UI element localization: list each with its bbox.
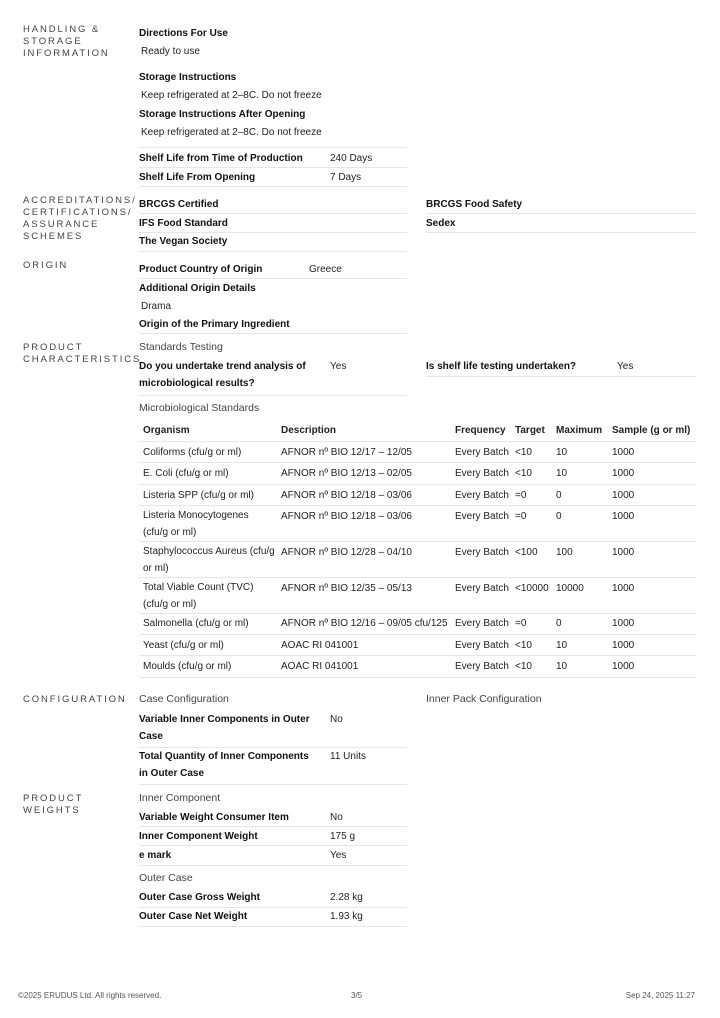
- microbiological-standards-title: Microbiological Standards: [139, 402, 260, 414]
- table-cell: AOAC RI 041001: [281, 661, 359, 672]
- table-cell: <10: [515, 468, 532, 479]
- table-cell: AFNOR nº BIO 12/17 – 12/05: [281, 447, 412, 458]
- table-cell: 1000: [612, 490, 635, 501]
- total-inner-components-value: 11 Units: [330, 751, 366, 762]
- table-cell: 10: [556, 447, 568, 458]
- variable-weight-value: No: [330, 812, 343, 823]
- divider: [139, 278, 407, 279]
- accreditation-item: Sedex: [426, 218, 456, 229]
- divider: [139, 333, 407, 334]
- table-cell: AFNOR nº BIO 12/28 – 04/10: [281, 547, 412, 558]
- divider: [426, 376, 696, 377]
- column-header: Frequency: [455, 425, 506, 436]
- country-of-origin-label: Product Country of Origin: [139, 264, 263, 275]
- shelf-life-opening-value: 7 Days: [330, 172, 362, 183]
- divider: [139, 677, 696, 678]
- inner-component-title: Inner Component: [139, 792, 221, 804]
- table-cell: 10: [556, 640, 568, 651]
- divider: [139, 926, 407, 927]
- inner-component-weight-value: 175 g: [330, 831, 356, 842]
- standards-testing-title: Standards Testing: [139, 341, 223, 353]
- storage-after-opening-value: Keep refrigerated at 2–8C. Do not freeze: [141, 127, 322, 138]
- table-cell: 10000: [556, 583, 584, 594]
- variable-weight-label: Variable Weight Consumer Item: [139, 812, 289, 823]
- table-cell: 1000: [612, 640, 635, 651]
- table-cell: Every Batch: [455, 583, 509, 594]
- trend-analysis-value: Yes: [330, 361, 347, 372]
- table-cell: 10: [556, 661, 568, 672]
- e-mark-label: e mark: [139, 850, 172, 861]
- table-cell: AFNOR nº BIO 12/13 – 02/05: [281, 468, 412, 479]
- divider: [139, 167, 407, 168]
- outer-case-net-weight-value: 1.93 kg: [330, 911, 363, 922]
- divider: [426, 232, 696, 233]
- table-cell: 1000: [612, 447, 635, 458]
- table-cell: Listeria Monocytogenes (cfu/g or ml): [143, 510, 249, 538]
- directions-value: Ready to use: [141, 46, 200, 57]
- outer-case-title: Outer Case: [139, 872, 193, 884]
- column-header: Maximum: [556, 425, 603, 436]
- accreditation-item: BRCGS Food Safety: [426, 199, 523, 210]
- divider: [139, 655, 696, 656]
- table-cell: 1000: [612, 547, 635, 558]
- table-cell: Salmonella (cfu/g or ml): [143, 618, 249, 629]
- directions-label: Directions For Use: [139, 28, 228, 39]
- divider: [139, 613, 696, 614]
- table-cell: <10000: [515, 583, 549, 594]
- shelf-life-testing-value: Yes: [617, 361, 634, 372]
- storage-label: Storage Instructions: [139, 72, 237, 83]
- divider: [139, 826, 407, 827]
- column-header: Description: [281, 425, 337, 436]
- column-header: Organism: [143, 425, 190, 436]
- table-cell: Every Batch: [455, 511, 509, 522]
- divider: [139, 462, 696, 463]
- inner-pack-configuration-title: Inner Pack Configuration: [426, 693, 542, 705]
- divider: [139, 441, 696, 442]
- footer-page-number: 3/5: [351, 991, 363, 1000]
- table-cell: 100: [556, 547, 573, 558]
- divider: [139, 484, 696, 485]
- section-label-accreditations: ACCREDITATIONS/ CERTIFICATIONS/ ASSURANCE SCHEMES: [23, 195, 137, 242]
- section-label-product-weights: PRODUCT WEIGHTS: [23, 793, 84, 816]
- additional-origin-label: Additional Origin Details: [139, 283, 256, 294]
- divider: [139, 147, 407, 148]
- table-cell: Staphylococcus Aureus (cfu/g or ml): [143, 546, 275, 574]
- divider: [139, 232, 407, 233]
- table-cell: =0: [515, 490, 527, 501]
- table-cell: AFNOR nº BIO 12/18 – 03/06: [281, 490, 412, 501]
- outer-case-gross-weight-value: 2.28 kg: [330, 892, 363, 903]
- table-cell: Total Viable Count (TVC) (cfu/g or ml): [143, 582, 254, 610]
- e-mark-value: Yes: [330, 850, 347, 861]
- inner-component-weight-label: Inner Component Weight: [139, 831, 258, 842]
- trend-analysis-label: Do you undertake trend analysis of microbiological results?: [139, 361, 306, 389]
- table-cell: 1000: [612, 468, 635, 479]
- table-cell: 1000: [612, 661, 635, 672]
- divider: [139, 505, 696, 506]
- storage-after-opening-label: Storage Instructions After Opening: [139, 109, 306, 120]
- table-cell: AOAC RI 041001: [281, 640, 359, 651]
- variable-inner-components-value: No: [330, 714, 343, 725]
- table-cell: AFNOR nº BIO 12/16 – 09/05 cfu/125: [281, 618, 448, 629]
- section-label-product-characteristics: PRODUCT CHARACTERISTICS: [23, 342, 142, 365]
- divider: [139, 395, 407, 396]
- table-cell: =0: [515, 618, 527, 629]
- table-cell: Every Batch: [455, 447, 509, 458]
- table-cell: Every Batch: [455, 547, 509, 558]
- accreditation-item: BRCGS Certified: [139, 199, 219, 210]
- table-cell: 0: [556, 618, 562, 629]
- table-cell: AFNOR nº BIO 12/35 – 05/13: [281, 583, 412, 594]
- accreditation-item: The Vegan Society: [139, 236, 228, 247]
- column-header: Sample (g or ml): [612, 425, 691, 436]
- table-cell: Coliforms (cfu/g or ml): [143, 447, 242, 458]
- table-cell: 1000: [612, 583, 635, 594]
- case-configuration-title: Case Configuration: [139, 693, 229, 705]
- table-cell: Yeast (cfu/g or ml): [143, 640, 224, 651]
- total-inner-components-label: Total Quantity of Inner Components in Outer Case: [139, 751, 309, 779]
- divider: [139, 541, 696, 542]
- divider: [139, 186, 407, 187]
- table-cell: 0: [556, 511, 562, 522]
- table-cell: Every Batch: [455, 490, 509, 501]
- table-cell: 10: [556, 468, 568, 479]
- outer-case-gross-weight-label: Outer Case Gross Weight: [139, 892, 260, 903]
- table-cell: 1000: [612, 618, 635, 629]
- shelf-life-production-label: Shelf Life from Time of Production: [139, 153, 303, 164]
- table-cell: AFNOR nº BIO 12/18 – 03/06: [281, 511, 412, 522]
- divider: [139, 251, 407, 252]
- country-of-origin-value: Greece: [309, 264, 342, 275]
- shelf-life-production-value: 240 Days: [330, 153, 373, 164]
- table-cell: Every Batch: [455, 618, 509, 629]
- column-header: Target: [515, 425, 545, 436]
- table-cell: <10: [515, 661, 532, 672]
- section-label-configuration: CONFIGURATION: [23, 694, 127, 705]
- table-cell: Moulds (cfu/g or ml): [143, 661, 232, 672]
- additional-origin-value: Drama: [141, 301, 172, 312]
- table-cell: Every Batch: [455, 468, 509, 479]
- divider: [426, 213, 696, 214]
- table-cell: <100: [515, 547, 538, 558]
- divider: [139, 865, 407, 866]
- footer-copyright: ©2025 ERUDUS Ltd. All rights reserved.: [18, 991, 162, 1000]
- table-cell: Listeria SPP (cfu/g or ml): [143, 490, 254, 501]
- divider: [139, 845, 407, 846]
- table-cell: Every Batch: [455, 640, 509, 651]
- variable-inner-components-label: Variable Inner Components in Outer Case: [139, 714, 310, 742]
- divider: [139, 784, 407, 785]
- table-cell: E. Coli (cfu/g or ml): [143, 468, 229, 479]
- table-cell: =0: [515, 511, 527, 522]
- section-label-origin: ORIGIN: [23, 260, 69, 271]
- table-cell: 0: [556, 490, 562, 501]
- divider: [139, 213, 407, 214]
- table-cell: <10: [515, 640, 532, 651]
- storage-value: Keep refrigerated at 2–8C. Do not freeze: [141, 90, 322, 101]
- table-cell: Every Batch: [455, 661, 509, 672]
- table-cell: <10: [515, 447, 532, 458]
- shelf-life-opening-label: Shelf Life From Opening: [139, 172, 256, 183]
- divider: [139, 577, 696, 578]
- accreditation-item: IFS Food Standard: [139, 218, 228, 229]
- divider: [139, 907, 407, 908]
- outer-case-net-weight-label: Outer Case Net Weight: [139, 911, 248, 922]
- shelf-life-testing-label: Is shelf life testing undertaken?: [426, 361, 577, 372]
- divider: [139, 634, 696, 635]
- section-label-handling: HANDLING & STORAGE INFORMATION: [23, 24, 110, 59]
- footer-date: Sep 24, 2025 11:27: [625, 991, 695, 1000]
- primary-ingredient-origin-label: Origin of the Primary Ingredient: [139, 319, 290, 330]
- table-cell: 1000: [612, 511, 635, 522]
